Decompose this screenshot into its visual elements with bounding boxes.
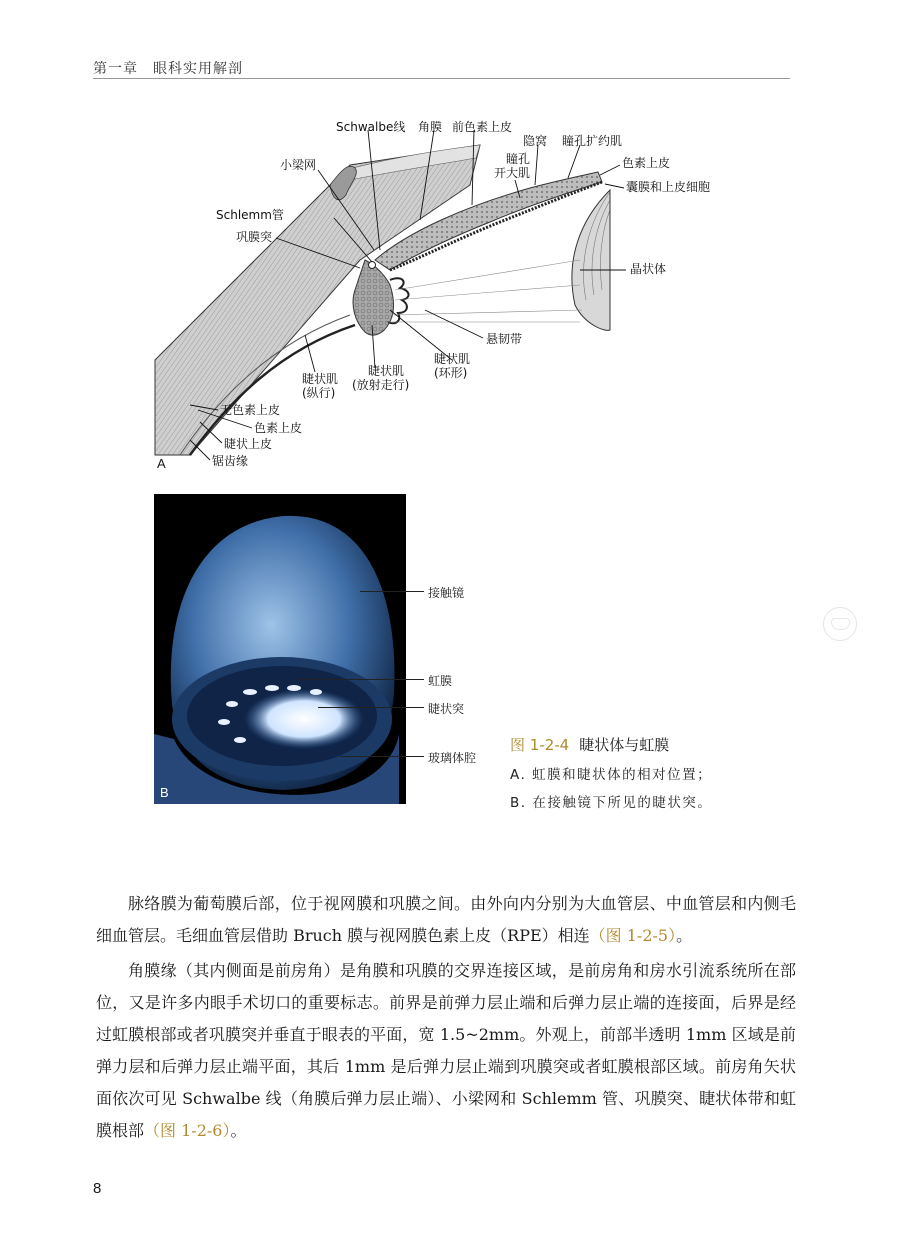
label-episcleral-vessel: 上巩膜血管 <box>192 245 243 300</box>
leader-vitreous <box>340 756 424 757</box>
label-ciliary-circular-line1: 睫状肌 <box>434 352 471 366</box>
label-dilator-line1: 瞳孔 <box>506 152 531 166</box>
label-contact-lens: 接触镜 <box>428 586 465 600</box>
label-pigment-epithelium-bottom: 色素上皮 <box>254 421 303 435</box>
label-anterior-pigment-epithelium: 前色素上皮 <box>452 120 513 134</box>
leader-iris <box>298 679 424 680</box>
label-ciliary-radial-line2: (放射走行) <box>352 378 410 392</box>
label-schlemm-canal: Schlemm管 <box>216 208 284 222</box>
body-text <box>96 888 796 1150</box>
label-capsule-epithelial-cells: 囊膜和上皮细胞 <box>626 180 711 194</box>
figure-ref-1-2-5[interactable]: （图 1-2-5） <box>589 926 677 945</box>
label-ciliary-longitudinal-line2: (纵行) <box>302 386 336 400</box>
label-dilator-line2: 开大肌 <box>494 166 531 180</box>
paragraph-choroid-text: 脉络膜为葡萄膜后部，位于视网膜和巩膜之间。由外向内分别为大血管层、中血管层和内侧毛细血管层。毛细血管层借助 Bruch 膜与视网膜色素上皮（RPE）相连 <box>96 894 796 945</box>
page-number: 8 <box>93 1180 102 1197</box>
label-sphincter-muscle: 瞳孔扩约肌 <box>562 134 623 148</box>
label-ciliary-epithelium: 睫状上皮 <box>224 437 273 451</box>
paragraph-limbus-text: 角膜缘（其内侧面是前房角）是角膜和巩膜的交界连接区域，是前房角和房水引流系统所在部位，又是许多内眼手术切口的重要标志。前界是前弹力层止端和后弹力层止端的连接面，后界是经过虹膜根部或者巩膜突并垂直于眼表的平面，宽 1.5~2mm。外观上，前部半透明 1mm 区域是前弹力层和后弹力层止端平面，其后 1mm 是后弹力层止端到巩膜突或者虹膜根部区域。前房角矢状面依次可见 Schwalbe 线（角膜后弹力层止端）、小梁网和 Schlemm 管、巩膜突、睫状体带和虹膜根部 <box>96 961 796 1140</box>
label-scleral-spur: 巩膜突 <box>236 230 273 244</box>
paragraph-choroid-end: 。 <box>676 926 693 945</box>
caption-title: 睫状体与虹膜 <box>579 736 670 754</box>
label-lens: 晶状体 <box>630 262 667 276</box>
label-ciliary-process: 睫状突 <box>428 702 465 716</box>
label-cornea: 角膜 <box>418 120 443 134</box>
label-zonule: 悬韧带 <box>486 332 523 346</box>
header-rule <box>93 78 790 79</box>
label-vitreous-cavity: 玻璃体腔 <box>428 751 477 765</box>
figure-a-panel-letter: A <box>157 456 166 471</box>
caption-title-row <box>510 734 712 755</box>
label-iris: 虹膜 <box>428 674 453 688</box>
label-trabecular-meshwork: 小梁网 <box>280 158 317 172</box>
figure-caption <box>510 734 712 811</box>
paragraph-limbus <box>96 955 796 1147</box>
leader-contact-lens <box>360 591 424 592</box>
label-ciliary-longitudinal-line1: 睫状肌 <box>302 372 339 386</box>
figure-b-photo <box>154 494 406 804</box>
label-nonpigmented-epithelium: 无色素上皮 <box>220 403 281 417</box>
figure-b-panel-letter: B <box>160 785 169 800</box>
paragraph-choroid <box>96 888 796 952</box>
watermark-icon <box>823 607 857 641</box>
figure-b-illustration <box>154 494 406 804</box>
label-ciliary-circular-line2: (环形) <box>434 366 468 380</box>
label-ciliary-radial-line1: 睫状肌 <box>368 364 405 378</box>
running-head: 第一章 眼科实用解剖 <box>93 61 243 77</box>
label-ora-serrata: 锯齿缘 <box>212 454 249 468</box>
label-pigment-epithelium-top: 色素上皮 <box>622 156 671 170</box>
paragraph-limbus-end: 。 <box>230 1121 247 1140</box>
caption-line-b: B. 在接触镜下所见的睫状突。 <box>510 795 713 811</box>
caption-number: 图 1-2-4 <box>510 736 570 754</box>
figure-a <box>150 110 770 480</box>
figure-a-illustration <box>150 110 770 480</box>
caption-line-a: A. 虹膜和睫状体的相对位置； <box>510 767 713 783</box>
figure-ref-1-2-6[interactable]: （图 1-2-6） <box>144 1121 231 1140</box>
label-crypt: 隐窝 <box>523 134 548 148</box>
label-schwalbe-line: Schwalbe线 <box>336 120 406 134</box>
leader-ciliary-process <box>318 707 424 708</box>
